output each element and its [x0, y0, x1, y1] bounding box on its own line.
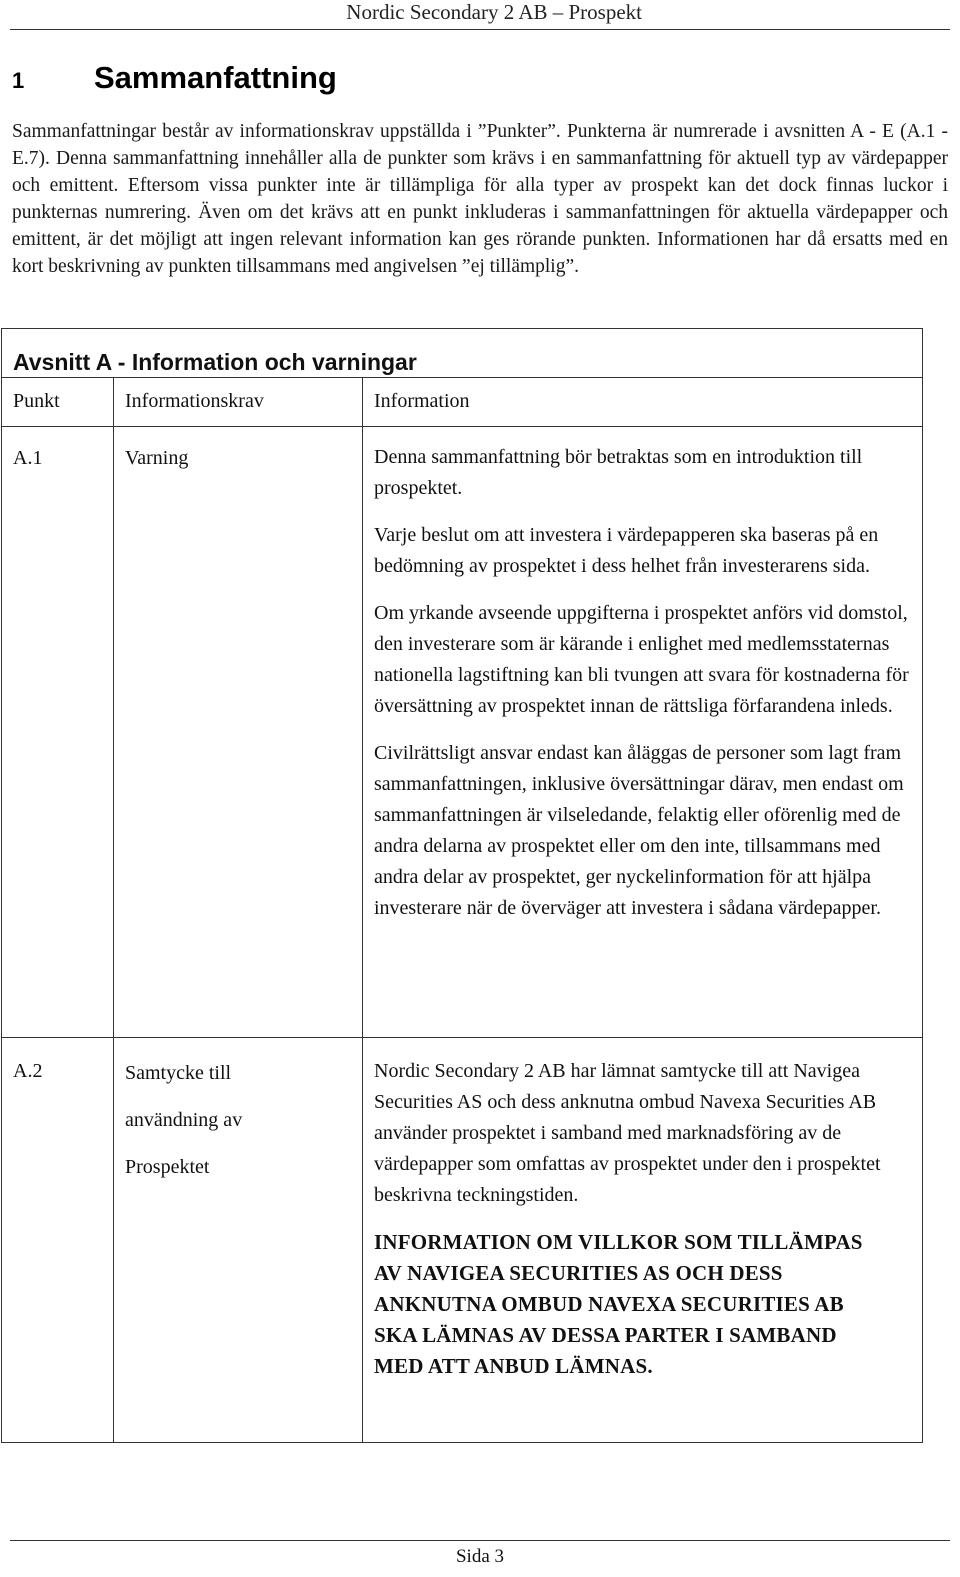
column-header-requirement: Informationskrav: [125, 390, 264, 412]
info-paragraph: Denna sammanfattning bör betraktas som en introduktion till prospektet.: [374, 446, 863, 499]
info-paragraph: Om yrkande avseende uppgifterna i prospektet anförs vid domstol, den investerare som är kärande i enlighet med medlemsstaternas nationella lagstiftning kan bli tvungen att svara för kostnaderna för översättning av prospektet innan de rättsliga förfarandena inleds.: [374, 602, 909, 717]
section-number: 1: [12, 68, 25, 93]
header-divider: [10, 29, 950, 30]
page-number: Sida 3: [455, 1546, 505, 1567]
intro-paragraph: Sammanfattningar består av informationskrav uppställda i ”Punkter”. Punkterna är numrerade i avsnitten A - E (A.1 - E.7). Denna sammanfattning innehåller alla de punkter som krävs i en sammanfattning för aktuell typ av värdepapper och emittent. Eftersom vissa punkter inte är tillämpliga för alla typer av prospekt kan det dock finnas luckor i punkternas numrering. Även om det krävs att en punkt inkluderas i sammanfattningen för aktuella värdepapper och emittent, är det möjligt att ingen relevant information kan ges rörande punkten. Informationen har då ersatts med en kort beskrivning av punkten tillsammans med angivelsen ”ej tillämplig”.: [12, 121, 948, 277]
table-column-headers: [2, 378, 923, 427]
row-requirement: Varning: [125, 447, 189, 469]
document-title: Nordic Secondary 2 AB – Prospekt: [346, 0, 642, 24]
table-heading: Avsnitt A - Information och varningar: [13, 349, 417, 375]
row-requirement: Samtycke till användning av Prospektet: [125, 1062, 243, 1178]
summary-table: [1, 328, 923, 1443]
table-row: [2, 427, 923, 1038]
row-point: A.1: [13, 447, 43, 469]
table-row: [2, 1038, 923, 1443]
info-paragraph: Civilrättsligt ansvar endast kan åläggas de personer som lagt fram sammanfattningen, inklusive översättningar därav, men endast om sammanfattningen är vilseledande, felaktig eller oförenlig med de andra delarna av prospektet eller om den inte, tillsammans med andra delar av prospektet, ger nyckelinformation för att hjälpa investerare när de överväger att investera i sådana värdepapper.: [374, 742, 904, 919]
info-paragraph: Nordic Secondary 2 AB har lämnat samtycke till att Navigea Securities AS och dess anknutna ombud Navexa Securities AB använder prospektet i samband med marknadsföring av de värdepapper som omfattas av prospektet under den i prospektet beskrivna teckningstiden.: [374, 1060, 881, 1206]
section-heading: [12, 60, 337, 96]
table-heading-row: [2, 329, 923, 378]
column-header-point: Punkt: [13, 390, 60, 412]
info-paragraph-notice: INFORMATION OM VILLKOR SOM TILLÄMPAS AV NAVIGEA SECURITIES AS OCH DESS ANKNUTNA OMBUD NAVEXA SECURITIES AB SKA LÄMNAS AV DESSA PARTER I SAMBAND MED ATT ANBUD LÄMNAS.: [374, 1230, 863, 1378]
column-header-information: Information: [374, 390, 470, 412]
info-paragraph: Varje beslut om att investera i värdepapperen ska baseras på en bedömning av prospektet i dess helhet från investerarens sida.: [374, 524, 879, 577]
footer-divider: [10, 1540, 950, 1541]
running-header: [0, 0, 960, 26]
row-point: A.2: [13, 1060, 43, 1082]
section-title: Sammanfattning: [94, 60, 337, 95]
